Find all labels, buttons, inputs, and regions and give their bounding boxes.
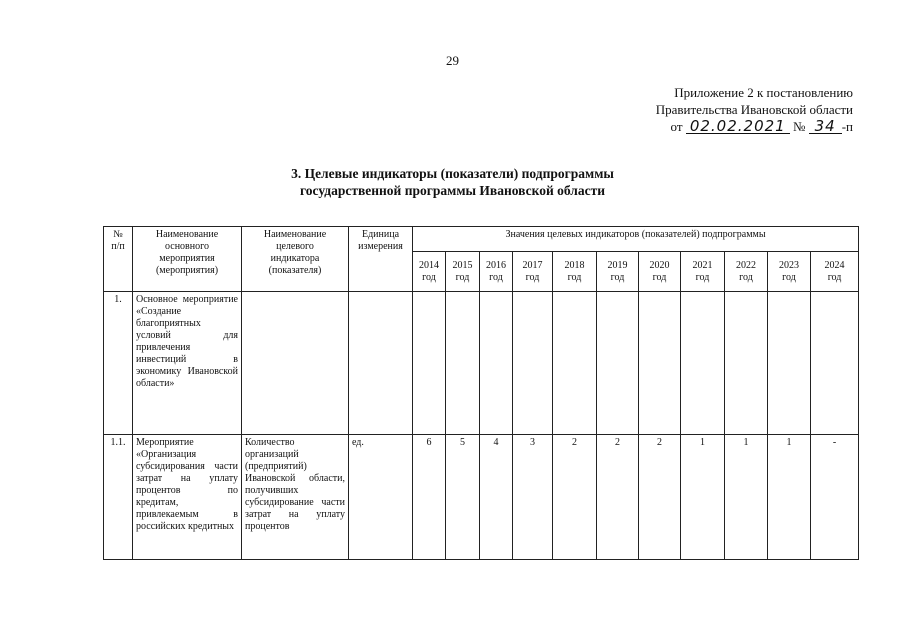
page-number: 29 — [446, 53, 459, 68]
header-num: № п/п — [104, 227, 133, 292]
cell-value — [513, 292, 553, 435]
cell-indicator — [242, 292, 349, 435]
cell-event: Основное мероприятие «Создание благоприятных условий для привлечения инвестиций в экономику Ивановской области» — [133, 292, 242, 435]
cell-unit: ед. — [349, 435, 413, 560]
cell-value: 6 — [413, 435, 446, 560]
cell-value — [811, 292, 859, 435]
cell-value: 2 — [639, 435, 681, 560]
cell-value: 5 — [446, 435, 480, 560]
cell-num: 1. — [104, 292, 133, 435]
header-year: 2022 год — [725, 252, 768, 292]
header-unit: Единица измерения — [349, 227, 413, 292]
table-row — [104, 435, 859, 560]
cell-value — [681, 292, 725, 435]
cell-value: 2 — [597, 435, 639, 560]
header-year: 2016 год — [480, 252, 513, 292]
appendix-from-label: от — [670, 119, 683, 134]
header-indicator: Наименование целевого индикатора (показателя) — [242, 227, 349, 292]
cell-event: Мероприятие «Организация субсидирования части затрат на уплату процентов по кредитам, привлекаемым в российских кредитных — [133, 435, 242, 560]
cell-value — [725, 292, 768, 435]
section-title-line-1: 3. Целевые индикаторы (показатели) подпрограммы — [291, 166, 614, 181]
table-row — [104, 292, 859, 435]
header-year: 2014 год — [413, 252, 446, 292]
indicators-table — [103, 226, 859, 560]
cell-value: 1 — [768, 435, 811, 560]
appendix-line-2: Правительства Ивановской области — [655, 102, 853, 117]
appendix-line-3 — [656, 118, 853, 135]
cell-value — [446, 292, 480, 435]
header-year: 2019 год — [597, 252, 639, 292]
cell-num: 1.1. — [104, 435, 133, 560]
cell-unit — [349, 292, 413, 435]
header-event: Наименование основного мероприятия (мероприятия) — [133, 227, 242, 292]
section-title-line-2: государственной программы Ивановской области — [299, 183, 605, 198]
appendix-header — [656, 84, 853, 135]
cell-value — [413, 292, 446, 435]
cell-value — [597, 292, 639, 435]
header-year: 2021 год — [681, 252, 725, 292]
appendix-line-1: Приложение 2 к постановлению — [674, 85, 853, 100]
cell-value: 4 — [480, 435, 513, 560]
header-values-group: Значения целевых индикаторов (показателей) подпрограммы — [413, 227, 859, 252]
cell-value — [553, 292, 597, 435]
header-year: 2023 год — [768, 252, 811, 292]
appendix-number-label: № — [792, 119, 806, 134]
appendix-suffix: -п — [841, 119, 853, 134]
header-year: 2017 год — [513, 252, 553, 292]
cell-value — [480, 292, 513, 435]
cell-value — [768, 292, 811, 435]
cell-value: - — [811, 435, 859, 560]
appendix-number: 34 — [809, 119, 842, 134]
header-year: 2024 год — [811, 252, 859, 292]
cell-value: 1 — [681, 435, 725, 560]
header-year: 2020 год — [639, 252, 681, 292]
appendix-date: 02.02.2021 — [686, 119, 790, 134]
cell-value: 3 — [513, 435, 553, 560]
header-year: 2015 год — [446, 252, 480, 292]
cell-value: 1 — [725, 435, 768, 560]
section-title — [0, 165, 905, 199]
header-year: 2018 год — [553, 252, 597, 292]
cell-indicator: Количество организаций (предприятий) Ивановской области, получивших субсидирование части затрат на уплату процентов — [242, 435, 349, 560]
cell-value: 2 — [553, 435, 597, 560]
cell-value — [639, 292, 681, 435]
